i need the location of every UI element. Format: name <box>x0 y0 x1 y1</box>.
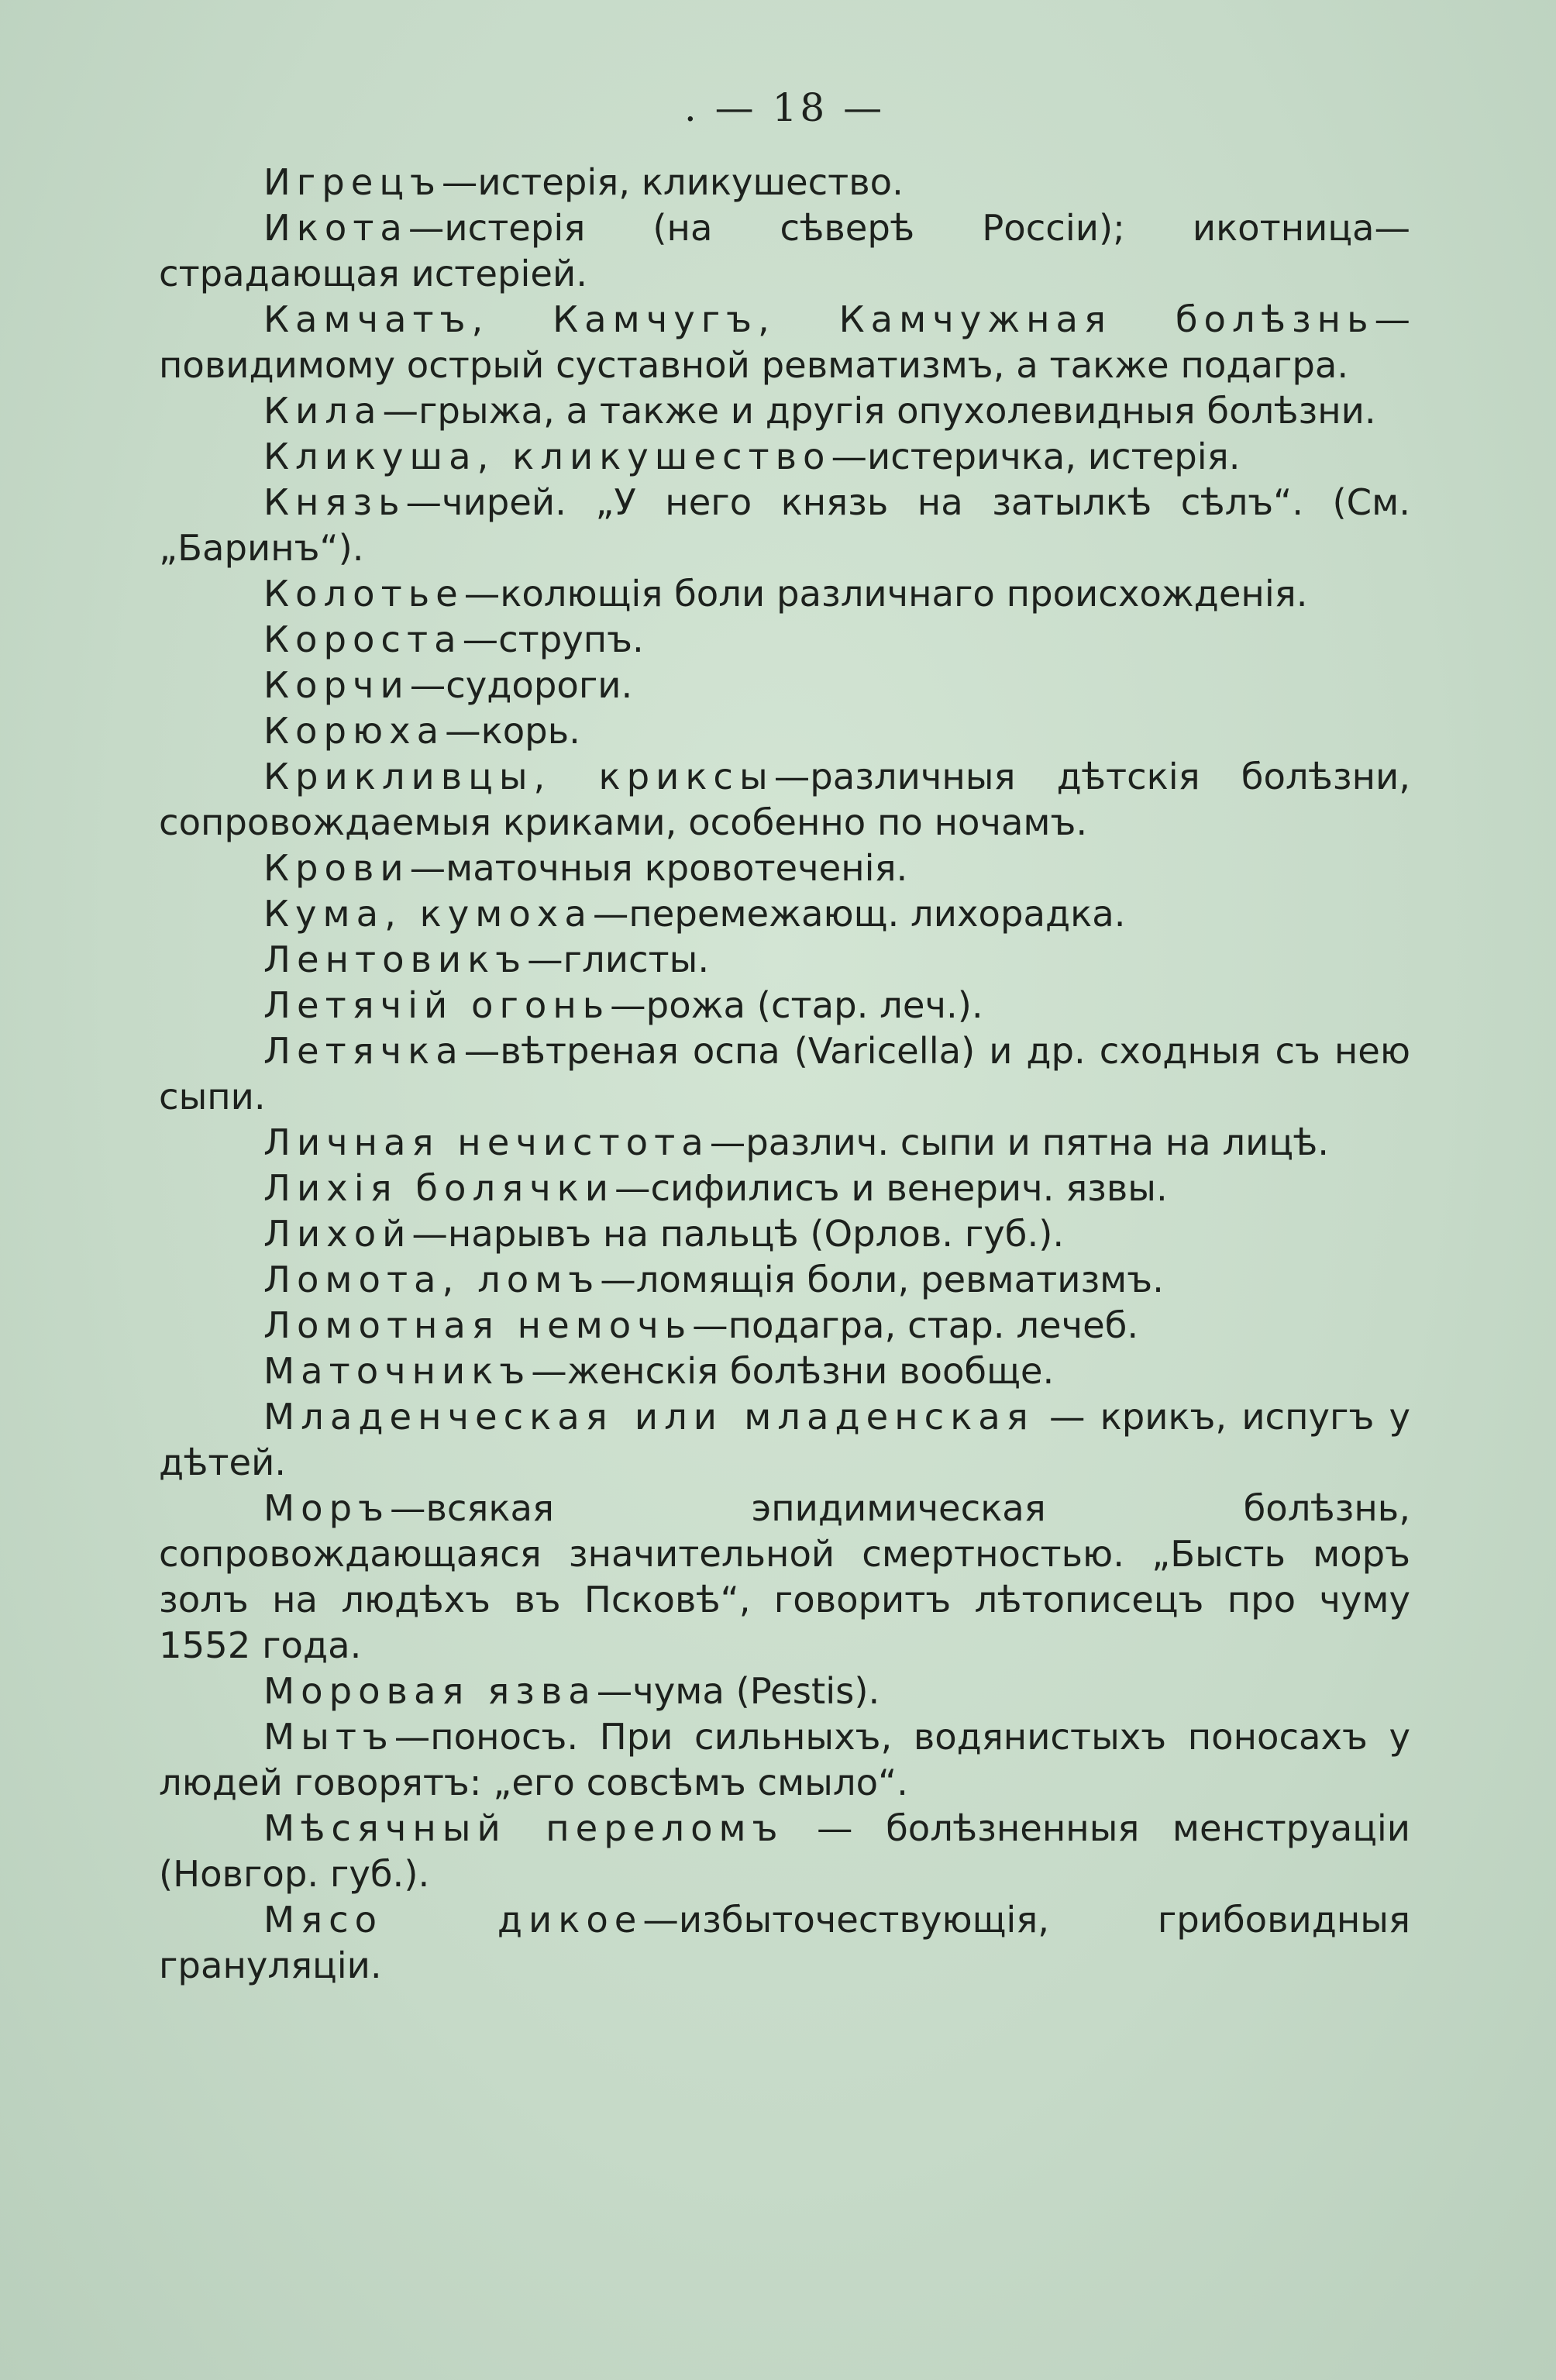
dictionary-entry <box>159 160 1410 205</box>
dictionary-entry <box>159 1714 1410 1806</box>
dictionary-entry <box>159 754 1410 846</box>
entry-term: Лихой <box>263 1213 412 1255</box>
dictionary-entry <box>159 1806 1410 1897</box>
entry-definition: —перемежающ. лихорадка. <box>592 893 1126 935</box>
entry-term: Корчи <box>263 664 410 706</box>
entry-term: Мѣсячный переломъ <box>263 1807 784 1849</box>
entry-definition: —истеричка, истерія. <box>831 436 1241 477</box>
entry-definition: —корь. <box>445 710 580 752</box>
entry-definition: — крикъ, испугъ у дѣтей. <box>159 1396 1411 1483</box>
entry-definition: —маточныя кровотеченія. <box>409 847 908 889</box>
entry-term: Крови <box>263 847 410 889</box>
entry-term: Летячій огонь <box>263 984 611 1026</box>
entry-term: Кила <box>263 390 383 432</box>
entry-term: Летячка <box>263 1030 464 1072</box>
entry-term: Моровая язва <box>263 1670 597 1712</box>
entry-definition: —чирей. „У него князь на затылкѣ сѣлъ“. (См. „Баринъ“). <box>159 481 1410 569</box>
entry-definition: —нарывъ на пальцѣ (Орлов. губ.). <box>411 1213 1065 1255</box>
dictionary-entry <box>159 388 1410 434</box>
entry-definition: —поносъ. При сильныхъ, водянистыхъ поносахъ у людей говорятъ: „его совсѣмъ смыло“. <box>159 1716 1410 1803</box>
page-number: . — 18 — <box>683 85 886 130</box>
entry-term: Крикливцы, криксы <box>263 756 774 797</box>
entry-term: Ломота, ломъ <box>263 1259 601 1300</box>
dictionary-entry <box>159 663 1410 708</box>
entry-definition: —ломящія боли, ревматизмъ. <box>600 1259 1164 1300</box>
dictionary-entry <box>159 937 1410 983</box>
dictionary-entries <box>159 160 1410 1989</box>
entry-term: Лентовикъ <box>263 939 528 980</box>
entry-term: Мытъ <box>263 1716 394 1758</box>
dictionary-entry <box>159 708 1410 754</box>
entry-definition: —избыточествующія, грибовидныя грануляціи. <box>159 1899 1410 1986</box>
dictionary-entry <box>159 297 1410 388</box>
entry-definition: —грыжа, а также и другія опухолевидныя болѣзни. <box>382 390 1376 432</box>
dictionary-entry <box>159 891 1410 937</box>
entry-term: Короста <box>263 618 463 660</box>
entry-term: Личная нечистота <box>263 1121 710 1163</box>
dictionary-entry <box>159 1257 1410 1303</box>
entry-definition: —повидимому острый суставной ревматизмъ, а также подагра. <box>159 298 1410 386</box>
dictionary-entry <box>159 1303 1410 1348</box>
dictionary-entry <box>159 1486 1410 1669</box>
dictionary-entry <box>159 1211 1410 1257</box>
entry-definition: —судороги. <box>409 664 633 706</box>
dictionary-entry <box>159 983 1410 1028</box>
dictionary-entry <box>159 1394 1410 1486</box>
dictionary-entry <box>159 617 1410 663</box>
entry-definition: —сифилисъ и венерич. язвы. <box>614 1167 1168 1209</box>
entry-definition: — болѣзненныя менструаціи (Новгор. губ.). <box>159 1807 1410 1895</box>
entry-definition: —женскія болѣзни вообще. <box>531 1350 1055 1392</box>
entry-definition: —подагра, стар. лечеб. <box>692 1304 1139 1346</box>
entry-definition: —всякая эпидимическая болѣзнь, сопровождающаяся значительной смертностью. „Бысть моръ золъ на людѣхъ въ Псковѣ“, говоритъ лѣтописецъ про чуму 1552 года. <box>159 1487 1410 1666</box>
entry-definition: —истерія (на сѣверѣ Россіи); икотница—страдающая истеріей. <box>159 207 1410 294</box>
entry-term: Игрецъ <box>263 161 442 203</box>
entry-term: Корюха <box>263 710 446 752</box>
entry-term: Маточникъ <box>263 1350 532 1392</box>
entry-definition: —вѣтреная оспа (Varicella) и др. сходныя съ нею сыпи. <box>159 1030 1410 1118</box>
dictionary-entry <box>159 480 1410 571</box>
entry-definition: —различныя дѣтскія болѣзни, сопровождаемыя криками, особенно по ночамъ. <box>159 756 1410 843</box>
entry-definition: —струпъ. <box>462 618 644 660</box>
entry-term: Лихія болячки <box>263 1167 614 1209</box>
dictionary-entry <box>159 1166 1410 1211</box>
entry-term: Князь <box>263 481 406 523</box>
dictionary-entry <box>159 1120 1410 1166</box>
entry-term: Мясо дикое <box>263 1899 643 1941</box>
entry-definition: —колющія боли различнаго происхожденія. <box>463 573 1308 615</box>
entry-term: Икота <box>263 207 408 249</box>
dictionary-entry <box>159 846 1410 891</box>
dictionary-entry <box>159 1897 1410 1989</box>
entry-term: Младенческая или младенская <box>263 1396 1034 1438</box>
entry-definition: —рожа (стар. леч.). <box>610 984 983 1026</box>
entry-definition: —глисты. <box>527 939 710 980</box>
dictionary-entry <box>159 205 1410 297</box>
entry-term: Колотье <box>263 573 464 615</box>
dictionary-entry <box>159 1669 1410 1714</box>
entry-term: Ломотная немочь <box>263 1304 693 1346</box>
entry-term: Моръ <box>263 1487 390 1529</box>
entry-definition: —истерія, кликушество. <box>441 161 904 203</box>
entry-definition: —чума (Pestis). <box>596 1670 880 1712</box>
dictionary-entry <box>159 571 1410 617</box>
dictionary-entry <box>159 1348 1410 1394</box>
dictionary-entry <box>159 434 1410 480</box>
page-content <box>159 85 1410 1989</box>
dictionary-entry <box>159 1028 1410 1120</box>
entry-term: Камчатъ, Камчугъ, Камчужная болѣзнь <box>263 298 1375 340</box>
entry-term: Кума, кумоха <box>263 893 593 935</box>
entry-definition: —различ. сыпи и пятна на лицѣ. <box>709 1121 1330 1163</box>
entry-term: Кликуша, кликушество <box>263 436 831 477</box>
